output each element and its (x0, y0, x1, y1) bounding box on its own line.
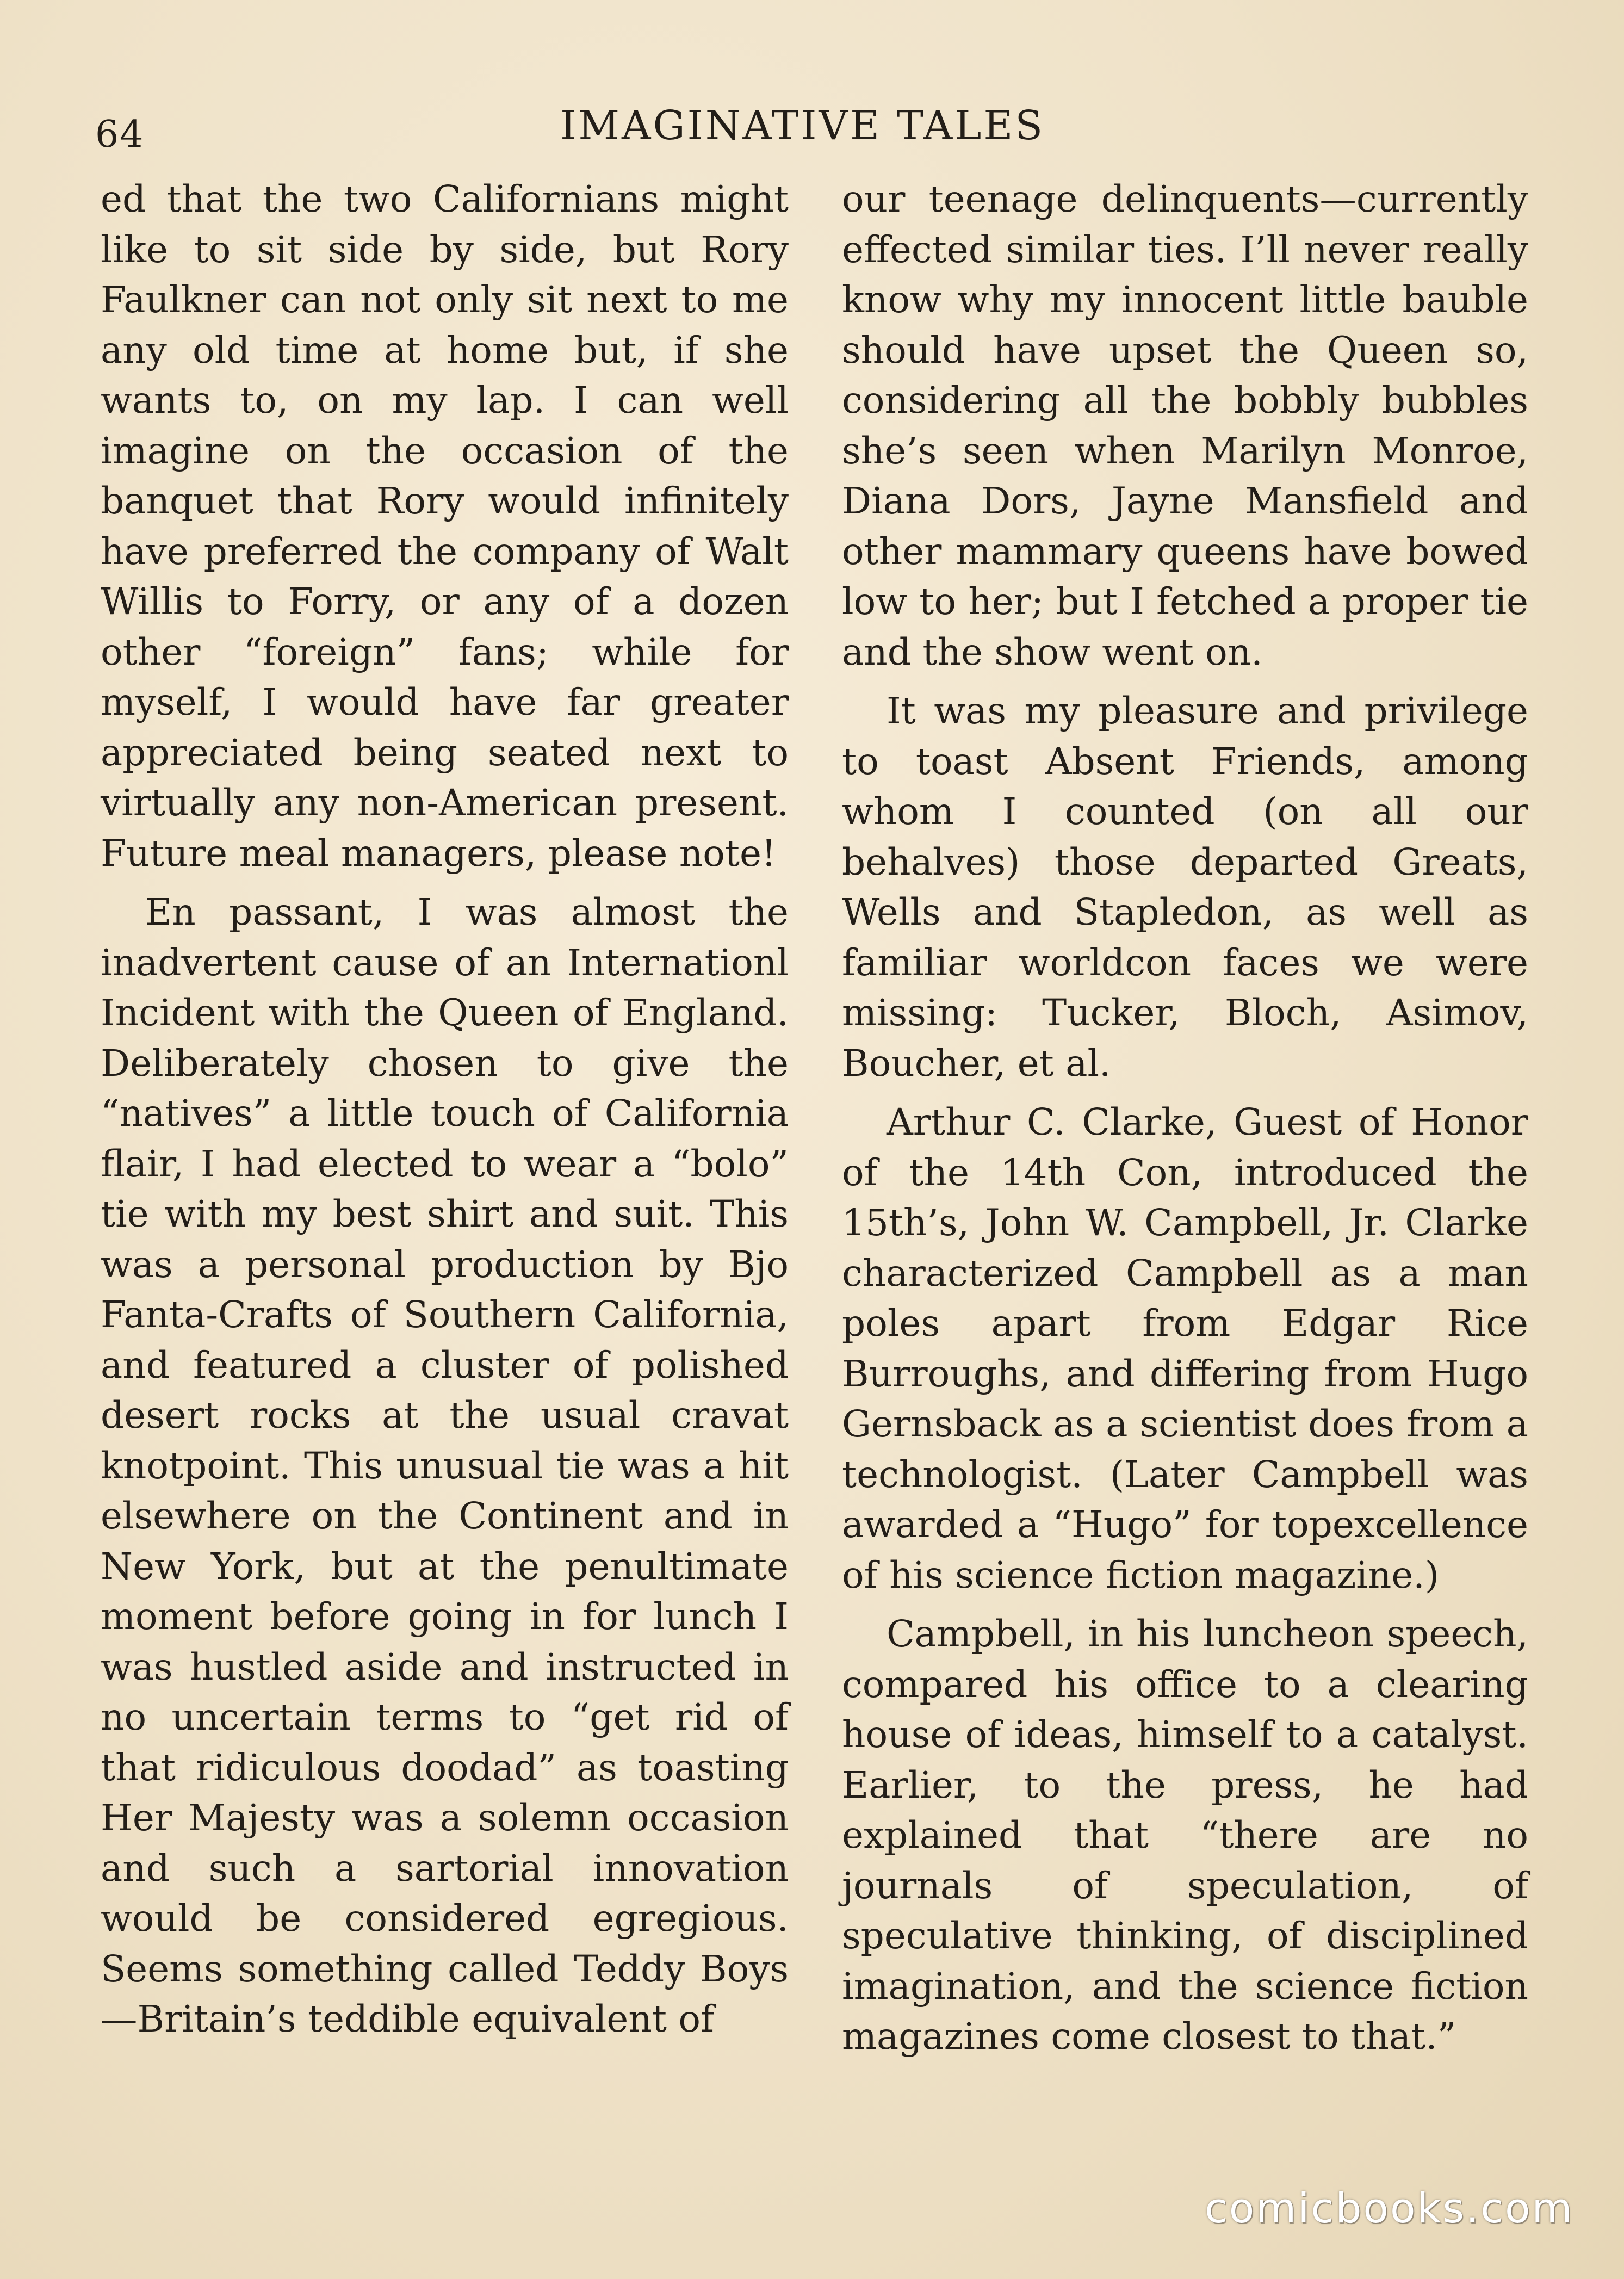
paragraph: Arthur C. Clarke, Guest of Honor of the 14th Con, introduced the 15th’s, John W. Campbell, Jr. Clarke characterized Campbell as a man poles apart from Edgar Rice Burroughs, and differing from Hugo Gernsback as a scientist does from a technologist. (Later Campbell was awarded a “Hugo” for topexcellence of his science fiction magazine.) (842, 1100, 1528, 1596)
paragraph: It was my pleasure and privilege to toast Absent Friends, among whom I counted (on all our behalves) those departed Greats, Wells and Stapledon, as well as familiar worldcon faces we were missing: Tucker, Bloch, Asimov, Boucher, et al. (842, 689, 1528, 1085)
running-head: IMAGINATIVE TALES (560, 102, 1045, 149)
page-header (95, 102, 1531, 157)
paragraph-continued: ed that the two Californians might like to sit side by side, but Rory Faulkner can not only sit next to me any old time at home but, if she wants to, on my lap. I can well imagine on the occasion of the banquet that Rory would infinitely have preferred the company of Walt Willis to Forry, or any of a dozen other “foreign” fans; while for myself, I would have far greater appreciated being seated next to virtually any non-American present. Future meal managers, please note! (101, 177, 789, 875)
right-column (842, 174, 1528, 2071)
watermark-logo: comicbooks.com (1205, 2184, 1574, 2232)
left-column (101, 174, 789, 2053)
paragraph: En passant, I was almost the inadvertent cause of an Internationl Incident with the Queen of England. Deliberately chosen to give the “natives” a little touch of California flair, I had elected to wear a “bolo” tie with my best shirt and suit. This was a personal production by Bjo Fanta-Crafts of Southern California, and featured a cluster of polished desert rocks at the usual cravat knotpoint. This unusual tie was a hit elsewhere on the Continent and in New York, but at the penultimate moment before going in for lunch I was hustled aside and instructed in no uncertain terms to “get rid of that ridiculous doodad” as toasting Her Majesty was a solemn occasion and such a sartorial innovation would be considered egregious. Seems something called Teddy Boys —Britain’s teddible equivalent of (101, 890, 789, 2040)
page-number: 64 (95, 113, 145, 156)
paragraph-continued: our teenage delinquents—currently effected similar ties. I’ll never really know why my innocent little bauble should have upset the Queen so, considering all the bobbly bubbles she’s seen when Marilyn Monroe, Diana Dors, Jayne Mansfield and other mammary queens have bowed low to her; but I fetched a proper tie and the show went on. (842, 177, 1528, 673)
paragraph: Campbell, in his luncheon speech, compared his office to a clearing house of ideas, himself to a catalyst. Earlier, to the press, he had explained that “there are no journals of speculation, of speculative thinking, of disciplined imagination, and the science fiction magazines come closest to that.” (842, 1612, 1528, 2058)
